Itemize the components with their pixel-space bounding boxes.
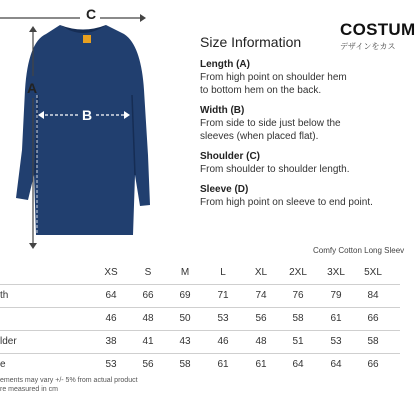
- info-text: sleeves (when placed flat).: [200, 131, 319, 142]
- table-cell: 76: [292, 290, 304, 301]
- info-heading: Sleeve (D): [200, 184, 249, 195]
- size-information-title: Size Information: [200, 34, 302, 50]
- table-cell: 64: [330, 359, 342, 370]
- table-cell: 61: [255, 359, 267, 370]
- size-header-cell: M: [180, 267, 190, 278]
- table-cell: 51: [292, 336, 304, 347]
- table-cell: 46: [105, 313, 117, 324]
- table-cell: 71: [217, 290, 229, 301]
- row-label: e: [0, 359, 6, 370]
- table-cell: 58: [179, 359, 191, 370]
- dimension-label-c: C: [86, 6, 97, 22]
- size-header-cell: 5XL: [364, 267, 382, 278]
- row-label: th: [0, 290, 9, 301]
- table-cell: 79: [330, 290, 342, 301]
- info-item-length: [200, 58, 400, 97]
- table-cell: 46: [217, 336, 229, 347]
- table-cell: 66: [142, 290, 154, 301]
- size-table: [0, 262, 400, 376]
- table-cell: 61: [217, 359, 229, 370]
- table-cell: 58: [367, 336, 379, 347]
- table-cell: 69: [179, 290, 191, 301]
- table-cell: 38: [105, 336, 117, 347]
- table-cell: 84: [367, 290, 379, 301]
- info-item-sleeve: [200, 183, 400, 209]
- row-label: lder: [0, 336, 17, 347]
- table-cell: 43: [179, 336, 191, 347]
- table-cell: 48: [142, 313, 154, 324]
- table-row: [0, 353, 400, 376]
- dimension-label-a: A: [27, 80, 38, 96]
- arrow-c: [0, 14, 146, 22]
- info-text: From high point on shoulder hem: [200, 72, 347, 83]
- size-header-cell: S: [144, 267, 152, 278]
- size-information-panel: [200, 34, 400, 209]
- size-table-header: [0, 262, 400, 284]
- table-cell: 56: [255, 313, 267, 324]
- table-cell: 53: [105, 359, 117, 370]
- info-text: to bottom hem on the back.: [200, 85, 322, 96]
- dimension-label-b: B: [82, 107, 93, 123]
- product-name: Comfy Cotton Long Sleev: [313, 246, 405, 255]
- table-cell: 64: [105, 290, 117, 301]
- info-item-width: [200, 104, 400, 143]
- info-text: From side to side just below the: [200, 118, 341, 129]
- brand-name: COSTUM: [340, 20, 415, 39]
- note-line: ements may vary +/- 5% from actual product: [0, 377, 138, 384]
- table-cell: 61: [330, 313, 342, 324]
- shirt-tag: [83, 35, 91, 43]
- info-heading: Shoulder (C): [200, 151, 260, 162]
- table-cell: 74: [255, 290, 267, 301]
- info-item-shoulder: [200, 150, 400, 176]
- table-cell: 53: [217, 313, 229, 324]
- table-cell: 41: [142, 336, 154, 347]
- note-line: re measured in cm: [0, 386, 58, 393]
- info-heading: Length (A): [200, 59, 250, 70]
- table-row: [0, 307, 400, 330]
- table-cell: 56: [142, 359, 154, 370]
- size-header-cell: 3XL: [327, 267, 345, 278]
- table-cell: 48: [255, 336, 267, 347]
- info-heading: Width (B): [200, 105, 245, 116]
- table-cell: 53: [330, 336, 342, 347]
- size-header-cell: XL: [254, 267, 268, 278]
- brand-subtitle: デザインをカス: [340, 42, 396, 51]
- size-header-cell: 2XL: [289, 267, 307, 278]
- size-header-cell: XS: [104, 267, 118, 278]
- tshirt-diagram: [0, 0, 200, 252]
- table-cell: 66: [367, 359, 379, 370]
- tshirt-illustration: [0, 0, 200, 252]
- table-row: [0, 284, 400, 307]
- table-row: [0, 330, 400, 353]
- info-text: From shoulder to shoulder length.: [200, 164, 350, 175]
- table-cell: 58: [292, 313, 304, 324]
- table-cell: 66: [367, 313, 379, 324]
- measurement-note: [0, 376, 138, 394]
- table-cell: 50: [179, 313, 191, 324]
- table-cell: 64: [292, 359, 304, 370]
- size-header-cell: L: [220, 267, 226, 278]
- info-text: From high point on sleeve to end point.: [200, 197, 373, 208]
